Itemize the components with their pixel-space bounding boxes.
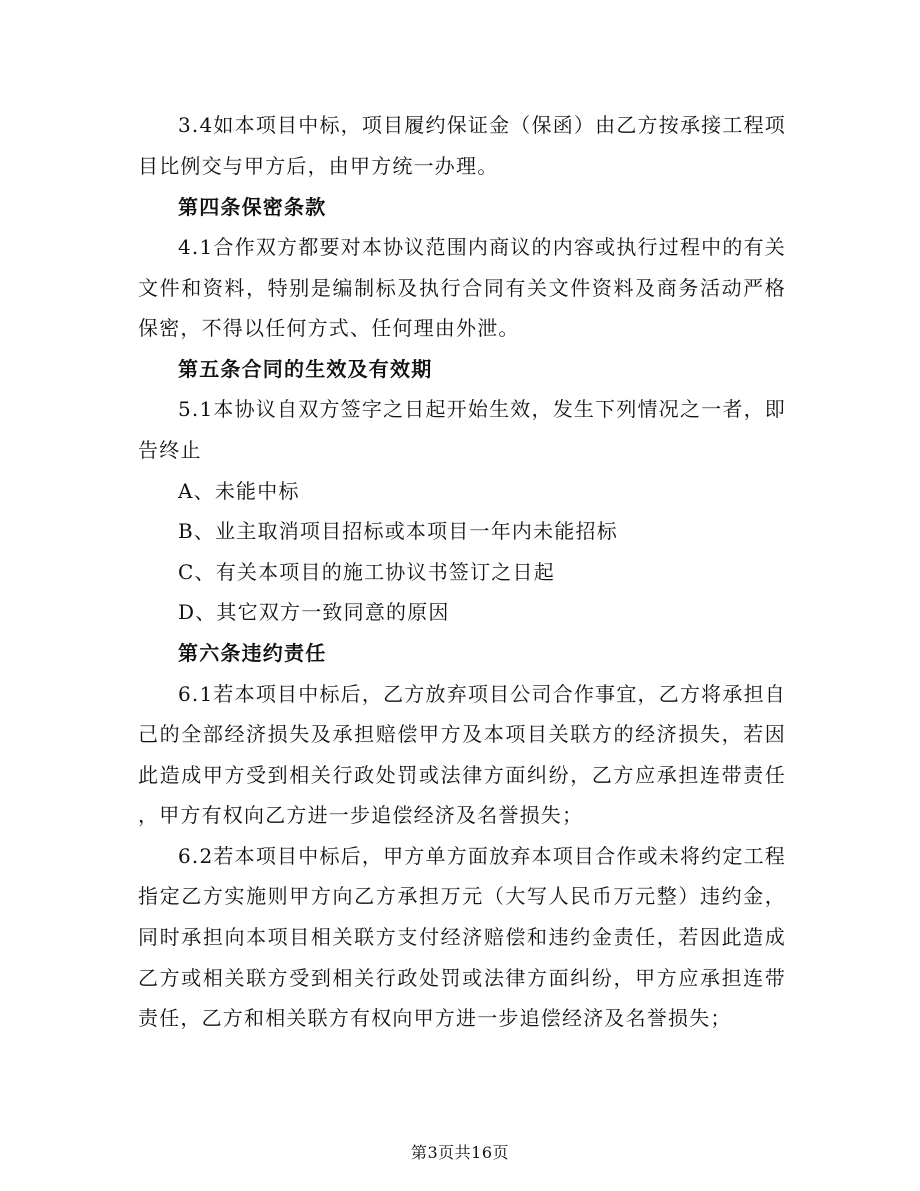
paragraph-6-2-line-4: 乙方或相关联方受到相关行政处罚或法律方面纠纷，甲方应承担连带: [138, 966, 786, 990]
paragraph-6-2-line-3: 同时承担向本项目相关联方支付经济赔偿和违约金责任，若因此造成: [138, 925, 786, 949]
list-item-d: D、其它双方一致同意的原因: [178, 600, 450, 624]
paragraph-5-1-line-2: 告终止: [138, 438, 202, 462]
paragraph-4-1-line-2: 文件和资料，特别是编制标及执行合同有关文件资料及商务活动严格: [138, 276, 786, 300]
section-heading-article-6: 第六条违约责任: [178, 641, 327, 665]
paragraph-3-4-line-2: 目比例交与甲方后，由甲方统一办理。: [138, 154, 499, 178]
section-heading-article-5: 第五条合同的生效及有效期: [178, 357, 433, 381]
paragraph-5-1-line-1: 5.1本协议自双方签字之日起开始生效，发生下列情况之一者，即: [178, 397, 786, 421]
section-heading-article-4: 第四条保密条款: [178, 195, 327, 219]
paragraph-6-1-line-3: 此造成甲方受到相关行政处罚或法律方面纠纷，乙方应承担连带责任: [138, 763, 786, 787]
paragraph-3-4-line-1: 3.4如本项目中标，项目履约保证金（保函）由乙方按承接工程项: [178, 113, 786, 137]
paragraph-6-1-line-2: 己的全部经济损失及承担赔偿甲方及本项目关联方的经济损失，若因: [138, 722, 786, 746]
list-item-b: B、业主取消项目招标或本项目一年内未能招标: [178, 519, 618, 543]
paragraph-6-2-line-1: 6.2若本项目中标后，甲方单方面放弃本项目合作或未将约定工程: [178, 844, 786, 868]
paragraph-6-1-line-4: ，甲方有权向乙方进一步追偿经济及名誉损失；: [138, 803, 584, 827]
paragraph-4-1-line-1: 4.1合作双方都要对本协议范围内商议的内容或执行过程中的有关: [178, 235, 786, 259]
paragraph-6-1-line-1: 6.1若本项目中标后，乙方放弃项目公司合作事宜，乙方将承担自: [178, 682, 786, 706]
paragraph-6-2-line-5: 责任，乙方和相关联方有权向甲方进一步追偿经济及名誉损失；: [138, 1006, 732, 1030]
paragraph-4-1-line-3: 保密，不得以任何方式、任何理由外泄。: [138, 316, 520, 340]
page-number-footer: 第3页共16页: [410, 1143, 510, 1162]
paragraph-6-2-line-2: 指定乙方实施则甲方向乙方承担万元（大写人民币万元整）违约金，: [138, 884, 786, 908]
list-item-a: A、未能中标: [178, 479, 300, 503]
list-item-c: C、有关本项目的施工协议书签订之日起: [178, 560, 555, 584]
